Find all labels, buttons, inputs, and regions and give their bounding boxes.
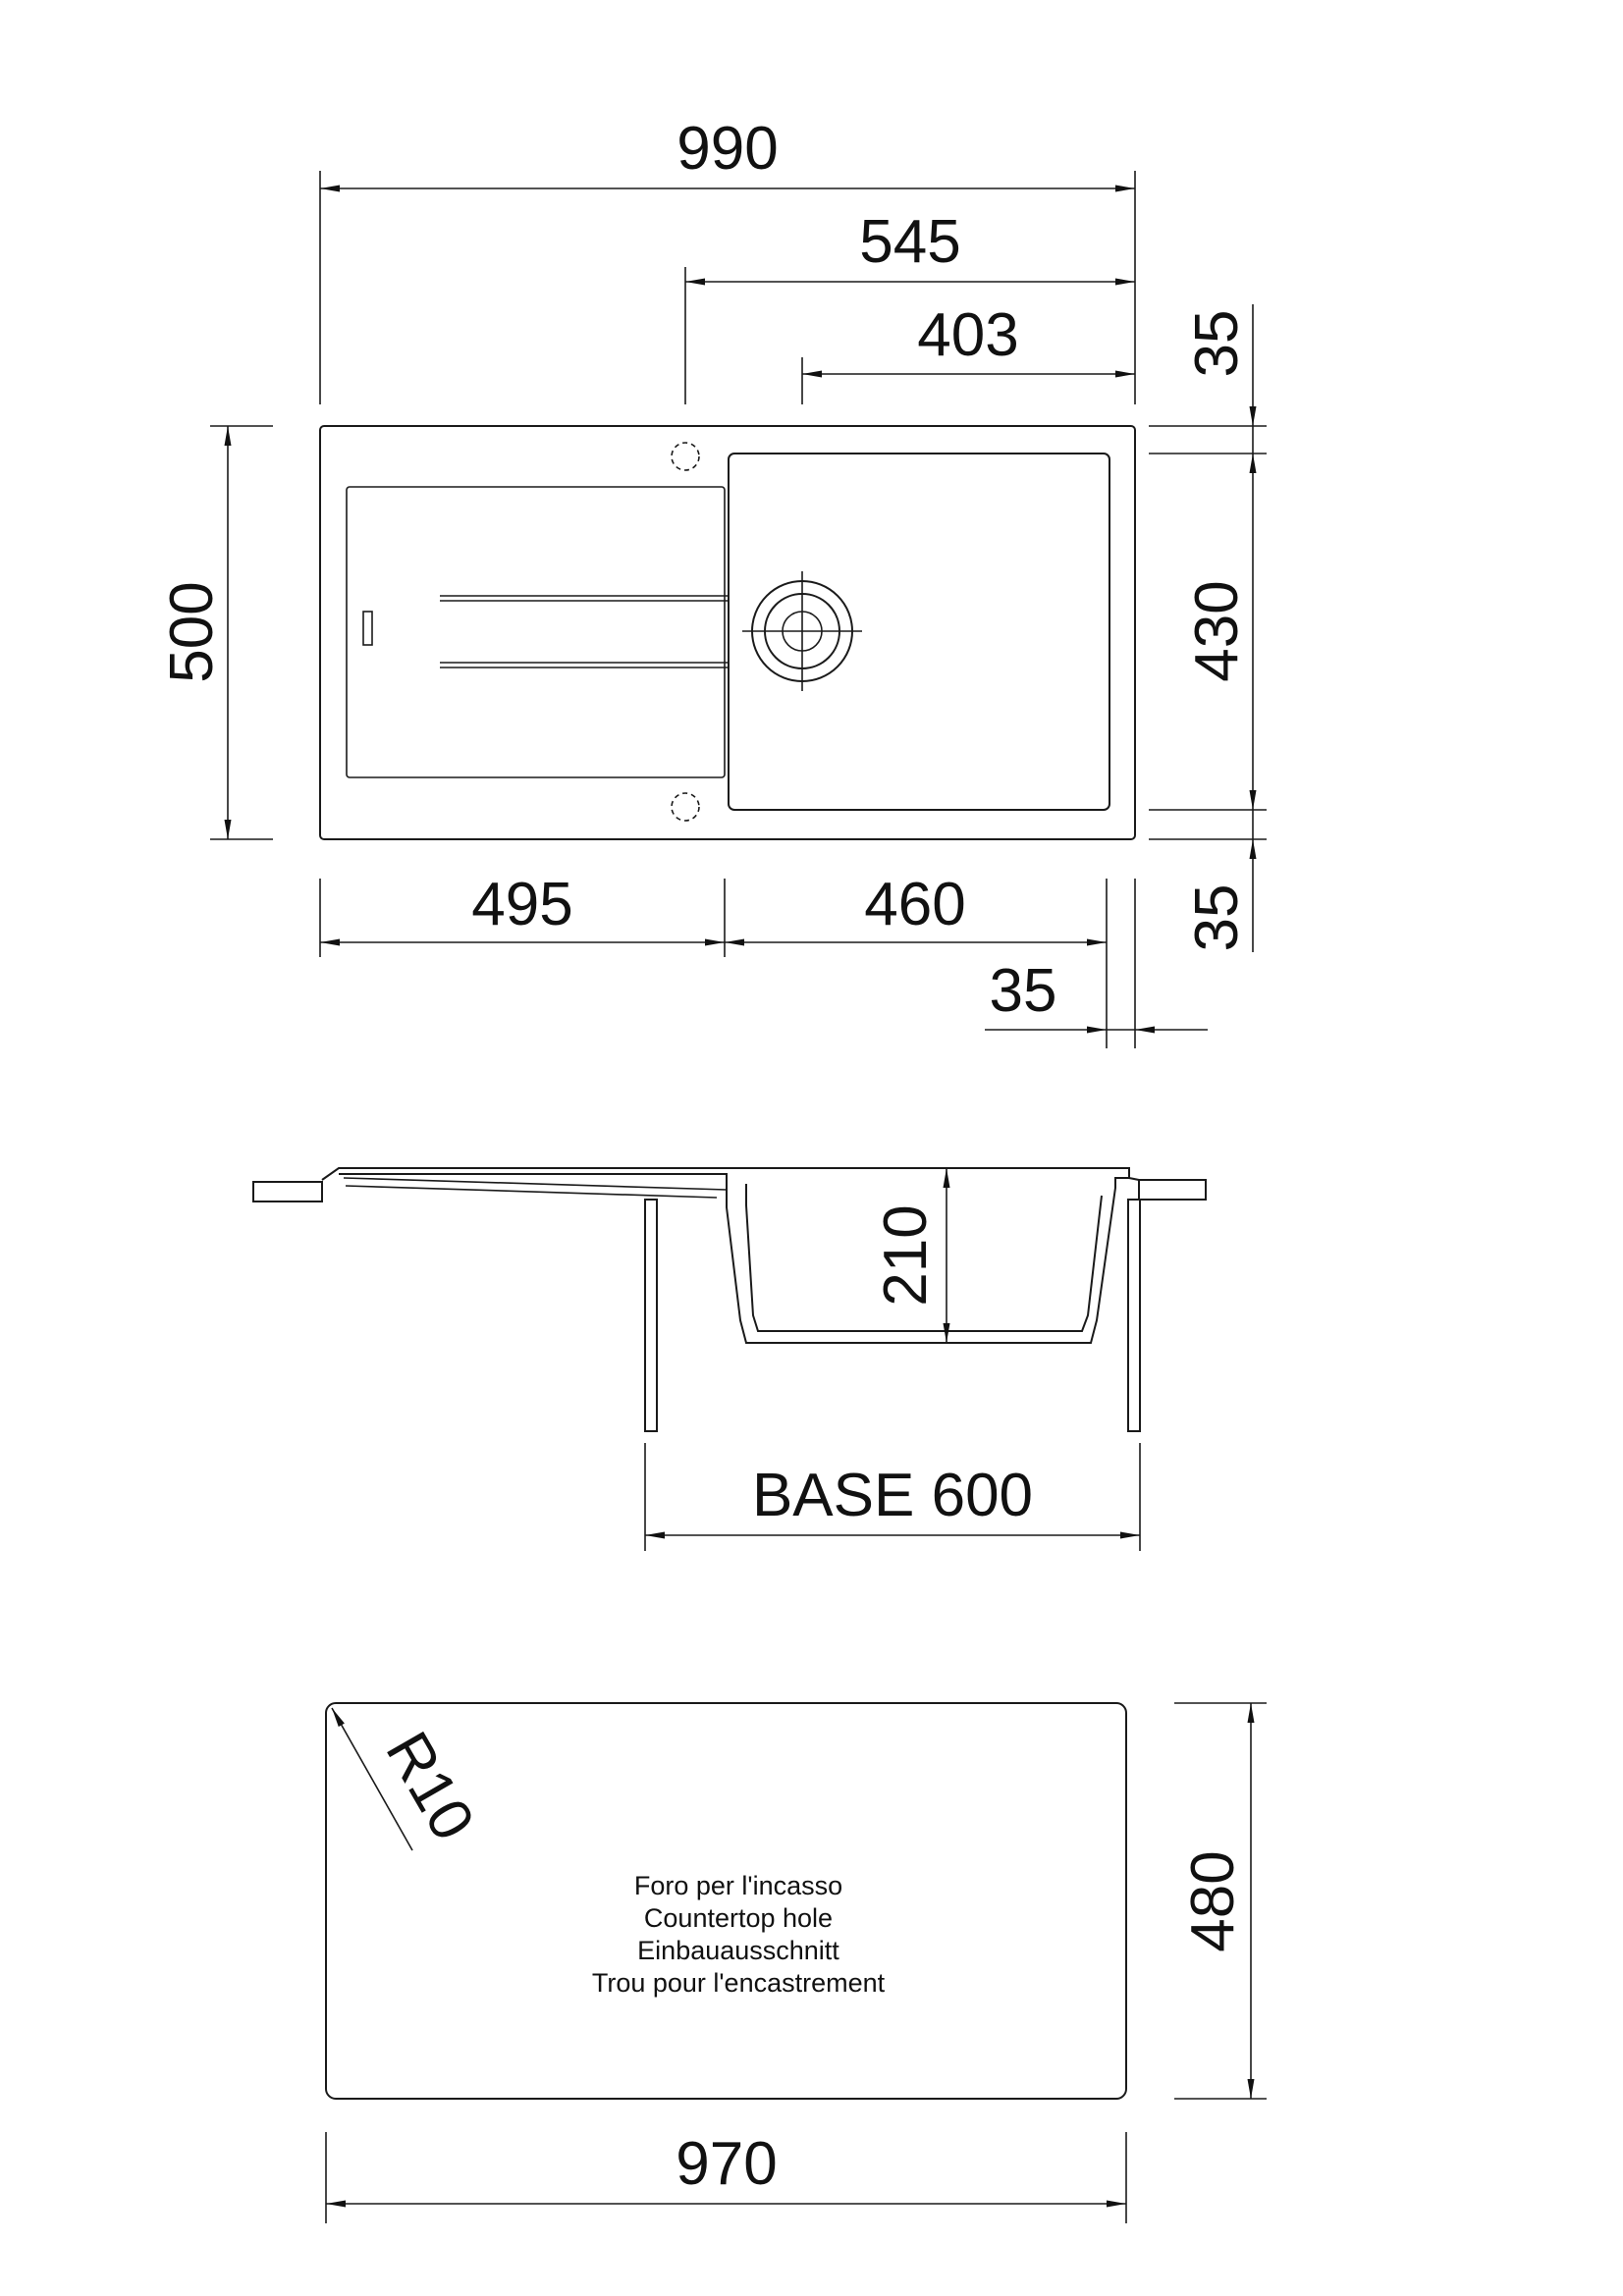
drainer-area: [347, 487, 725, 777]
dim-bottom-rim: 35: [1183, 883, 1251, 952]
cutout-label: Foro per l'incasso: [633, 1871, 843, 1900]
dim-bowl-center-offset: 545: [859, 208, 961, 276]
top-view: [158, 115, 1267, 1048]
countertop-left: [253, 1182, 322, 1201]
dim-overall-depth: 500: [158, 581, 226, 683]
dim-base: BASE 600: [751, 1462, 1034, 1529]
cutout-view: [326, 1703, 1267, 2223]
dim-bowl-depth: 430: [1183, 580, 1251, 682]
cutout-label: Trou pour l'encastrement: [591, 1968, 886, 1998]
tap-hole-icon: [672, 443, 699, 470]
dim-overall-width: 990: [676, 115, 779, 183]
side-view: [253, 1168, 1206, 1551]
dim-bowl-offset: 403: [917, 301, 1019, 369]
countertop-right: [1139, 1180, 1206, 1200]
dim-cutout-height: 480: [1179, 1850, 1247, 1952]
dim-cutout-width: 970: [676, 2130, 778, 2198]
dim-top-rim: 35: [1183, 309, 1251, 378]
dim-right-rim: 35: [989, 957, 1057, 1025]
cutout-label: Einbauausschnitt: [637, 1936, 839, 1965]
tap-hole-icon: [672, 793, 699, 821]
cabinet-wall-left: [645, 1200, 657, 1431]
cutout-label: Countertop hole: [643, 1903, 834, 1933]
dim-bowl-height: 210: [872, 1204, 940, 1307]
overflow-slot: [363, 612, 372, 645]
dim-drainer-width: 495: [471, 871, 573, 938]
cabinet-wall-right: [1128, 1200, 1140, 1431]
dim-corner-radius: R10: [372, 1721, 488, 1852]
dim-bowl-width: 460: [864, 871, 966, 938]
